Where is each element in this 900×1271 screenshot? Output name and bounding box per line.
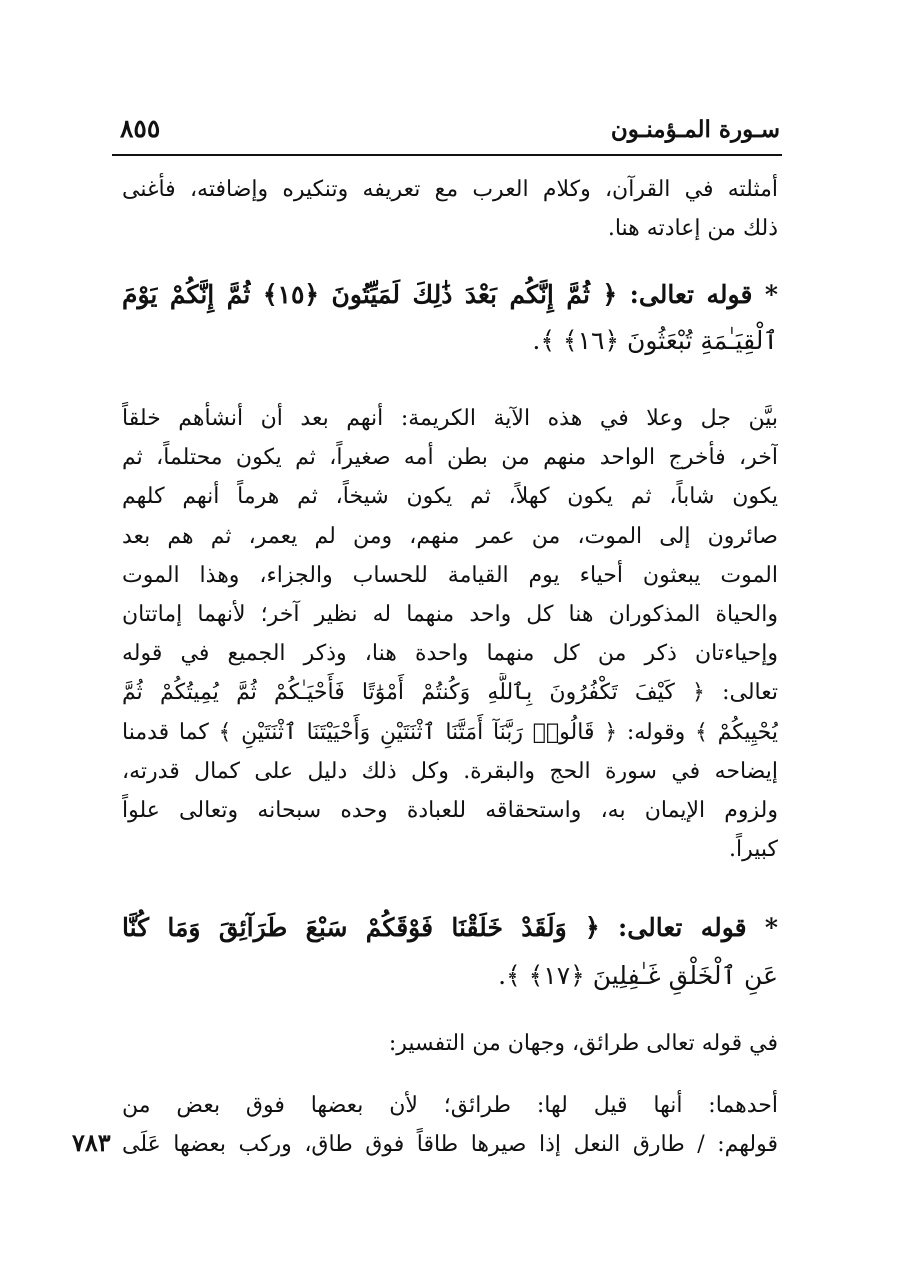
text-line: ذلك من إعادته هنا. xyxy=(607,216,778,242)
text-line: أمثلته في القرآن، وكلام العرب مع تعريفه وتنكيره وإضافته، فأغنى xyxy=(122,177,778,202)
verse-block-1 xyxy=(122,272,778,364)
paragraph-1 xyxy=(122,170,778,248)
text-line: تعالى: ﴿ كَيْفَ تَكْفُرُونَ بِٱللَّهِ وَكُنتُمْ أَمْوَٰتًا فَأَحْيَـٰكُمْ ثُمَّ يُمِيتُكُمْ ثُمَّ xyxy=(122,680,778,706)
text-line: يُحْيِيكُمْ ﴾ وقوله: ﴿ قَالُوا۟ رَبَّنَآ أَمَتَّنَا ٱثْنَتَيْنِ وَأَحْيَيْتَنَا ٱثْنَتَيْنِ ﴾ كما قدمنا xyxy=(122,719,778,745)
text-line: وإحياءتان ذكر من كل منهما واحدة هنا، وذكر الجميع في قوله xyxy=(122,641,778,667)
verse-block-2 xyxy=(122,904,778,1000)
text-line: ولزوم الإيمان به، واستحقاقه للعبادة وحده سبحانه وتعالى علواً xyxy=(122,798,778,824)
text-line: صائرون إلى الموت، من عمر منهم، ومن لم يعمر، ثم هم بعد xyxy=(122,523,778,549)
paragraph-2 xyxy=(122,399,778,869)
text-line: أحدهما: أنها قيل لها: طرائق؛ لأن بعضها فوق بعض من xyxy=(122,1093,778,1118)
header-divider xyxy=(112,154,782,156)
margin-page-reference: ٧٨٣ xyxy=(72,1128,111,1157)
text-line: إيضاحه في سورة الحج والبقرة. وكل ذلك دليل على كمال قدرته، xyxy=(122,758,778,784)
text-line: قولهم: / طارق النعل إذا صيرها طاقاً فوق طاق، وركب بعضها عَلَى xyxy=(122,1132,778,1158)
verse-line: * قوله تعالى: ﴿ ثُمَّ إِنَّكُم بَعْدَ ذَٰلِكَ لَمَيِّتُونَ ﴿١٥﴾ ثُمَّ إِنَّكُمْ يَوْمَ xyxy=(122,280,778,309)
text-line: يكون شاباً، ثم يكون كهلاً، ثم يكون شيخاً، ثم هرماً أنهم كلهم xyxy=(122,484,778,510)
page-number: ٨٥٥ xyxy=(120,114,161,143)
verse-line: ٱلْقِيَـٰمَةِ تُبْعَثُونَ ﴿١٦﴾ ﴾. xyxy=(532,326,778,355)
paragraph-4 xyxy=(122,1086,778,1164)
verse-line: عَنِ ٱلْخَلْقِ غَـٰفِلِينَ ﴿١٧﴾ ﴾. xyxy=(498,961,778,990)
surah-title: سـورة المـؤمنـون xyxy=(610,116,780,143)
page-header xyxy=(120,112,780,152)
text-line: آخر، فأخرج الواحد منهم من بطن أمه صغيراً، ثم يكون محتلماً، ثم xyxy=(122,445,778,471)
text-line: بيَّن جل وعلا في هذه الآية الكريمة: أنهم بعد أن أنشأهم خلقاً xyxy=(122,406,778,431)
verse-line: * قوله تعالى: ﴿ وَلَقَدْ خَلَقْنَا فَوْقَكُمْ سَبْعَ طَرَآئِقَ وَمَا كُنَّا xyxy=(122,913,778,942)
text-line: والحياة المذكوران هنا كل واحد منهما له نظير آخر؛ لأنهما إماتتان xyxy=(122,602,778,628)
text-line: في قوله تعالى طرائق، وجهان من التفسير: xyxy=(388,1031,778,1056)
paragraph-3 xyxy=(122,1024,778,1063)
text-line: كبيراً. xyxy=(729,837,778,863)
text-line: الموت يبعثون أحياء يوم القيامة للحساب والجزاء، وهذا الموت xyxy=(122,562,778,588)
